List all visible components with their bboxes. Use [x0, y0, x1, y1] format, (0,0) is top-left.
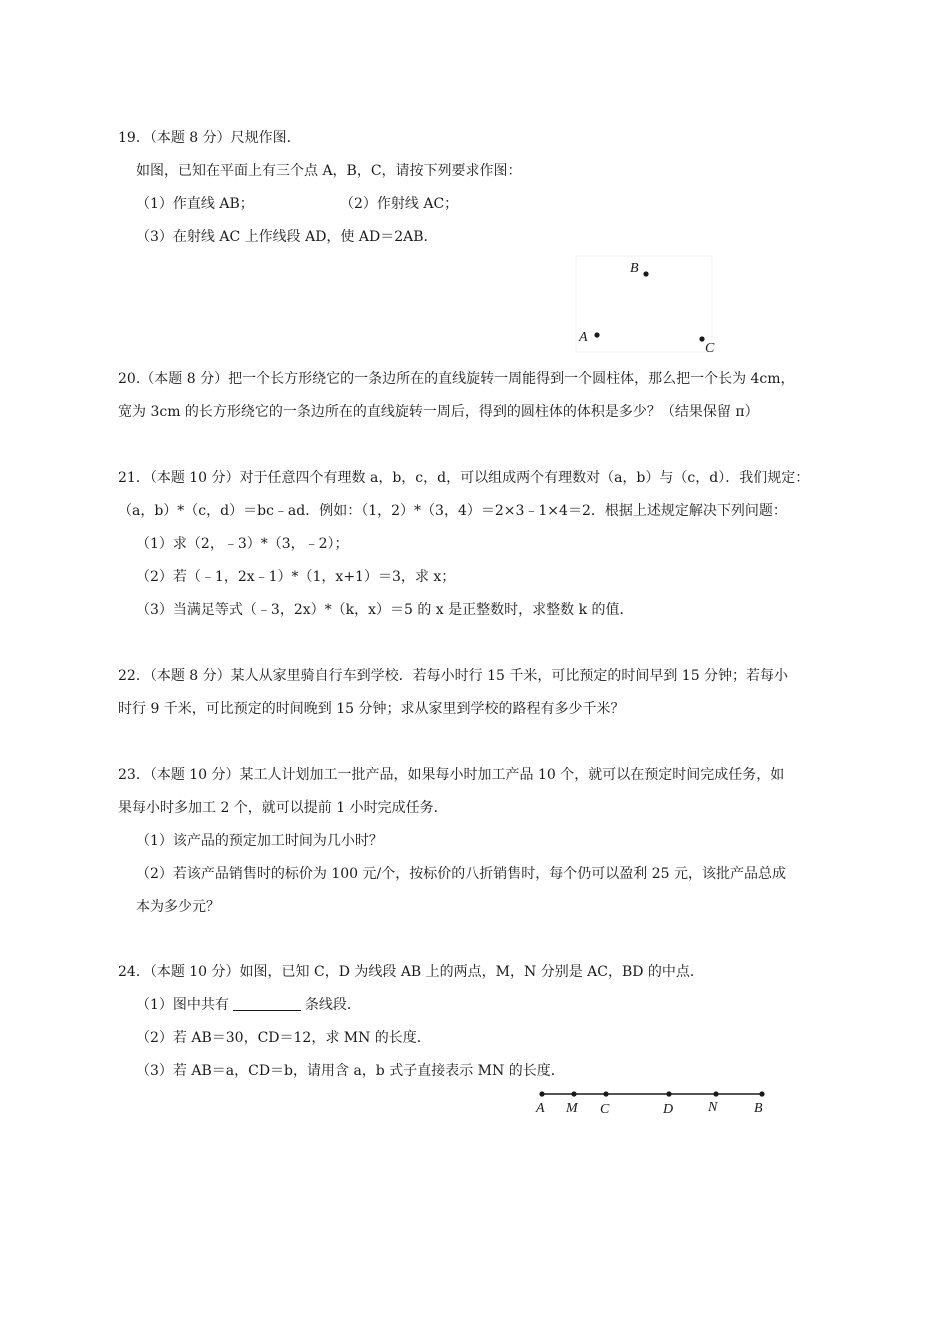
label-d: D [663, 1102, 674, 1117]
label-b: B [630, 261, 639, 276]
q22-line2: 时行 9 千米，可比预定的时间晚到 15 分钟；求从家里到学校的路程有多少千米？ [118, 701, 625, 717]
q23-line1: 23．（本题 10 分）某工人计划加工一批产品，如果每小时加工产品 10 个，就可以在预定时间完成任务，如 [118, 767, 785, 783]
q21-part2: （2）若（﹣1，2x﹣1）*（1，x+1）＝3，求 x； [136, 569, 456, 585]
point-a [539, 1091, 544, 1096]
q24-part1 [136, 995, 361, 1015]
q23-line2: 果每小时多加工 2 个，就可以提前 1 小时完成任务． [118, 800, 448, 816]
label-n: N [708, 1100, 718, 1115]
q22-line1: 22．（本题 8 分）某人从家里骑自行车到学校．若每小时行 15 千米，可比预定的时间早到 15 分钟；若每小 [118, 668, 789, 684]
q20-line1: 20.（本题 8 分）把一个长方形绕它的一条边所在的直线旋转一周能得到一个圆柱体，那么把一个长为 4cm， [118, 371, 795, 387]
point-b [759, 1091, 764, 1096]
label-c: C [705, 341, 715, 355]
label-b: B [754, 1101, 763, 1116]
label-c: C [600, 1102, 610, 1117]
q23-part2a: （2）若该产品销售时的标价为 100 元/个，按标价的八折销售时，每个仍可以盈利 25 元，该批产品总成 [136, 866, 786, 882]
q21-line2: （a，b）*（c，d）＝bc﹣ad．例如：（1，2）*（3，4）＝2×3﹣1×4＝2．根据上述规定解决下列问题： [118, 503, 787, 519]
q19-part1: （1）作直线 AB； [136, 196, 254, 212]
q24-part2: （2）若 AB＝30，CD＝12，求 MN 的长度． [136, 1030, 431, 1046]
label-m: M [566, 1101, 578, 1116]
q23-part2b: 本为多少元？ [136, 899, 220, 915]
q21-part3: （3）当满足等式（﹣3，2x）*（k，x）＝5 的 x 是正整数时，求整数 k 的值． [136, 602, 634, 618]
q24-figure [530, 1086, 775, 1118]
point-a [594, 332, 599, 337]
answer-blank [233, 996, 301, 1011]
q19-figure [575, 255, 715, 355]
label-a: A [536, 1101, 545, 1116]
q19-part3: （3）在射线 AC 上作线段 AD，使 AD＝2AB． [136, 229, 438, 245]
point-d [666, 1091, 671, 1096]
q24-part1-prefix: （1）图中共有 [136, 997, 229, 1013]
q24-title: 24．（本题 10 分）如图，已知 C，D 为线段 AB 上的两点，M，N 分别是 AC，BD 的中点． [118, 964, 704, 980]
label-a: A [579, 330, 588, 345]
q19-title: 19．（本题 8 分）尺规作图． [118, 130, 301, 146]
point-c [699, 336, 704, 341]
q23-part1: （1）该产品的预定加工时间为几小时？ [136, 833, 383, 849]
q21-line1: 21．（本题 10 分）对于任意四个有理数 a，b，c，d，可以组成两个有理数对（a，b）与（c，d）．我们规定： [118, 470, 810, 486]
q19-part2: （2）作射线 AC； [340, 196, 459, 212]
point-n [713, 1091, 718, 1096]
q24-part1-suffix: 条线段． [304, 997, 361, 1013]
q21-part1: （1）求（2，﹣3）*（3，﹣2）； [136, 536, 349, 552]
q24-part3: （3）若 AB＝a，CD＝b，请用含 a，b 式子直接表示 MN 的长度． [136, 1063, 565, 1079]
point-c [603, 1091, 608, 1096]
point-b [643, 271, 648, 276]
q19-intro: 如图，已知在平面上有三个点 A，B，C，请按下列要求作图： [136, 163, 522, 179]
q20-line2: 宽为 3cm 的长方形绕它的一条边所在的直线旋转一周后，得到的圆柱体的体积是多少？（结果保留 π） [118, 404, 759, 420]
point-m [571, 1091, 576, 1096]
